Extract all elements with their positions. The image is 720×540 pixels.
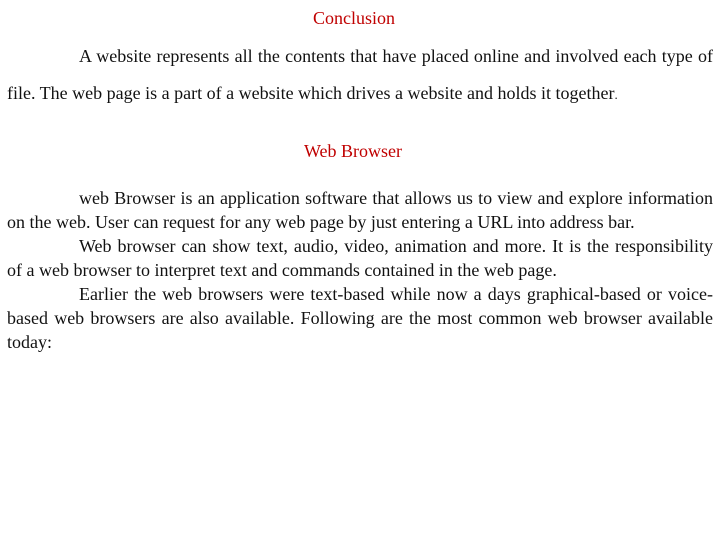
- paragraph-conclusion-period: .: [614, 87, 618, 102]
- web-browser-body: [7, 186, 713, 354]
- paragraph-web-browser-1-text: is an application software that allows us to view and explore information on the web. User can request for any web page by just entering a URL into address bar.: [7, 188, 713, 232]
- paragraph-web-browser-1: [7, 186, 713, 234]
- heading-conclusion: Conclusion: [313, 8, 396, 28]
- heading-web-browser: Web Browser: [304, 141, 403, 161]
- paragraph-web-browser-1-lead: web Browser: [79, 188, 176, 208]
- paragraph-web-browser-2: Web browser can show text, audio, video, animation and more. It is the responsibility of a web browser to interpret text and commands contained in the web page.: [7, 236, 713, 280]
- paragraph-conclusion: [7, 38, 713, 113]
- paragraph-conclusion-text: A website represents all the contents that have placed online and involved each type of file. The web page is a part of a website which drives a website and holds it together: [7, 46, 713, 103]
- paragraph-web-browser-3: Earlier the web browsers were text-based while now a days graphical-based or voice-based web browsers are also available. Following are the most common web browser available today:: [7, 284, 713, 352]
